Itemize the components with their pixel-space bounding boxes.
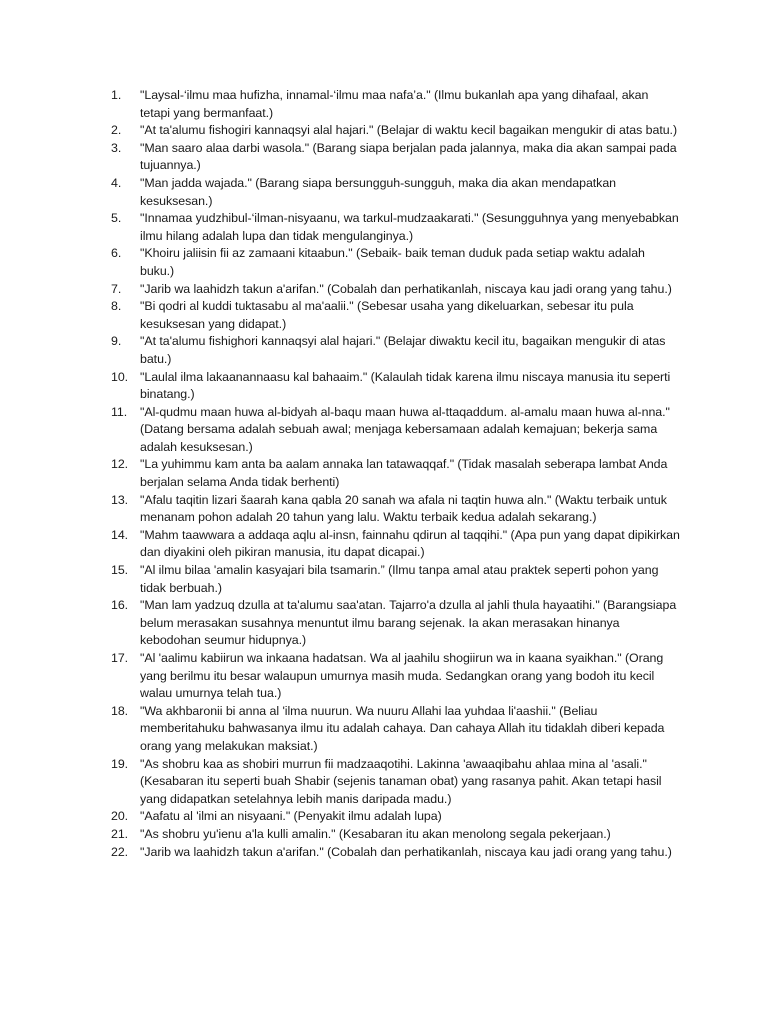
item-number: 13. — [111, 492, 129, 507]
item-number: 16. — [111, 598, 129, 613]
quote-list — [111, 87, 681, 861]
item-text: "Innamaa yudzhibul-‘ilman-nisyaanu, wa tarkul-mudzaakarati." (Sesungguhnya yang menyebabkan ilmu hilang adalah lupa dan tidak mengulanginya.) — [140, 211, 679, 243]
item-text: "As shobru yu'ienu a'la kulli amalin." (Kesabaran itu akan menolong segala pekerjaan.) — [140, 826, 611, 841]
item-number: 6. — [111, 246, 122, 261]
item-text: "Wa akhbaronii bi anna al 'ilma nuurun. Wa nuuru Allahi laa yuhdaa li'aashii." (Beliau memberitahuku bahwasanya ilmu itu adalah cahaya. Dan cahaya Allah itu tidaklah diberi kepada orang yang melakukan maksiat.) — [140, 703, 665, 753]
list-item — [111, 703, 681, 756]
list-item — [111, 175, 681, 210]
list-item — [111, 122, 681, 140]
item-text: "Laysal-‘ilmu maa hufizha, innamal-‘ilmu maa nafa’a." (Ilmu bukanlah apa yang dihafaal, akan tetapi yang bermanfaat.) — [140, 88, 649, 120]
list-item — [111, 333, 681, 368]
item-text: "Al 'aalimu kabiirun wa inkaana hadatsan. Wa al jaahilu shogiirun wa in kaana syaikhan." (Orang yang berilmu itu besar walaupun umurnya masih muda. Sedangkan orang yang bodoh itu kecil walau umurnya telah tua.) — [140, 651, 664, 701]
item-text: "Jarib wa laahidzh takun a'arifan." (Cobalah dan perhatikanlah, niscaya kau jadi orang yang tahu.) — [140, 844, 672, 859]
item-text: "Man saaro alaa darbi wasola." (Barang siapa berjalan pada jalannya, maka dia akan sampai pada tujuannya.) — [140, 140, 677, 173]
item-text: "Bi qodri al kuddi tuktasabu al ma'aalii." (Sebesar usaha yang dikeluarkan, sebesar itu pula kesuksesan yang didapat.) — [140, 299, 634, 331]
item-text: "Man jadda wajada." (Barang siapa bersungguh-sungguh, maka dia akan mendapatkan kesuksesan.) — [140, 175, 617, 208]
item-text: "Aafatu al 'ilmi an nisyaani." (Penyakit ilmu adalah lupa) — [140, 809, 442, 824]
item-number: 7. — [111, 281, 122, 296]
item-text: "Al-qudmu maan huwa al-bidyah al-baqu maan huwa al-ttaqaddum. al-amalu maan huwa al-nna." (Datang bersama adalah sebuah awal; menjaga kebersamaan adalah kemajuan; bekerja sama adalah kesuksesan.) — [140, 404, 670, 454]
item-number: 21. — [111, 826, 129, 841]
list-item — [111, 562, 681, 597]
item-text: "Man lam yadzuq dzulla at ta'alumu saa'atan. Tajarro'a dzulla al jahli thula hayaatihi." (Barangsiapa belum merasakan susahnya menuntut ilmu barang sejenak. Ia akan merasakan hinanya kebodohan seumur hidupnya.) — [140, 598, 677, 648]
item-number: 14. — [111, 527, 129, 542]
item-number: 15. — [111, 563, 129, 578]
list-item — [111, 527, 681, 562]
list-item — [111, 87, 681, 122]
list-item — [111, 210, 681, 245]
list-item — [111, 369, 681, 404]
item-number: 9. — [111, 334, 122, 349]
item-number: 19. — [111, 756, 129, 771]
list-item — [111, 492, 681, 527]
item-text: "La yuhimmu kam anta ba aalam annaka lan tatawaqqaf." (Tidak masalah seberapa lambat Anda berjalan selama Anda tidak berhenti) — [140, 457, 668, 490]
item-text: "Laulal ilma lakaanannaasu kal bahaaim." (Kalaulah tidak karena ilmu niscaya manusia itu seperti binatang.) — [140, 369, 671, 402]
item-number: 1. — [111, 88, 122, 102]
item-text: "Afalu taqitin lizari šaarah kana qabla 20 sanah wa afala ni taqtin huwa aln." (Waktu terbaik untuk menanam pohon adalah 20 tahun yang lalu. Waktu terbaik kedua adalah sekarang.) — [140, 492, 667, 525]
list-item — [111, 756, 681, 809]
list-item — [111, 597, 681, 650]
list-item — [111, 298, 681, 333]
list-item — [111, 844, 681, 862]
item-number: 2. — [111, 123, 122, 138]
list-item — [111, 456, 681, 491]
item-text: "Al ilmu bilaa 'amalin kasyajari bila tsamarin.” (Ilmu tanpa amal atau praktek seperti pohon yang tidak berbuah.) — [140, 563, 659, 595]
list-item — [111, 245, 681, 280]
list-item — [111, 281, 681, 299]
item-number: 3. — [111, 140, 122, 155]
item-number: 22. — [111, 844, 129, 859]
item-number: 20. — [111, 809, 129, 824]
item-number: 8. — [111, 299, 122, 314]
item-text: "Jarib wa laahidzh takun a'arifan." (Cobalah dan perhatikanlah, niscaya kau jadi orang yang tahu.) — [140, 281, 672, 296]
item-number: 11. — [111, 404, 128, 419]
list-item — [111, 140, 681, 175]
item-text: "Khoiru jaliisin fii az zamaani kitaabun." (Sebaik- baik teman duduk pada setiap waktu adalah buku.) — [140, 246, 645, 278]
list-item — [111, 404, 681, 457]
item-text: "Mahm taawwara a addaqa aqlu al-insn, fainnahu qdirun al taqqihi." (Apa pun yang dapat dipikirkan dan diyakini oleh pikiran manusia, itu dapat dicapai.) — [140, 527, 680, 560]
list-item — [111, 826, 681, 844]
item-number: 5. — [111, 211, 122, 226]
item-number: 4. — [111, 175, 122, 190]
item-number: 12. — [111, 457, 129, 472]
item-number: 18. — [111, 703, 129, 718]
item-text: "At ta'alumu fishighori kannaqsyi alal hajari." (Belajar diwaktu kecil itu, bagaikan mengukir di atas batu.) — [140, 334, 666, 366]
item-number: 17. — [111, 651, 129, 665]
item-text: "As shobru kaa as shobiri murrun fii madzaaqotihi. Lakinna 'awaaqibahu ahlaa mina al 'asali." (Kesabaran itu seperti buah Shabir (sejenis tanaman obat) yang rasanya pahit. Akan tetapi hasil yang didapatkan setelahnya lebih manis daripada madu.) — [140, 756, 662, 806]
list-item — [111, 808, 681, 826]
list-item — [111, 650, 681, 703]
item-number: 10. — [111, 369, 129, 384]
item-text: "At ta'alumu fishogiri kannaqsyi alal hajari." (Belajar di waktu kecil bagaikan mengukir di atas batu.) — [140, 123, 678, 138]
